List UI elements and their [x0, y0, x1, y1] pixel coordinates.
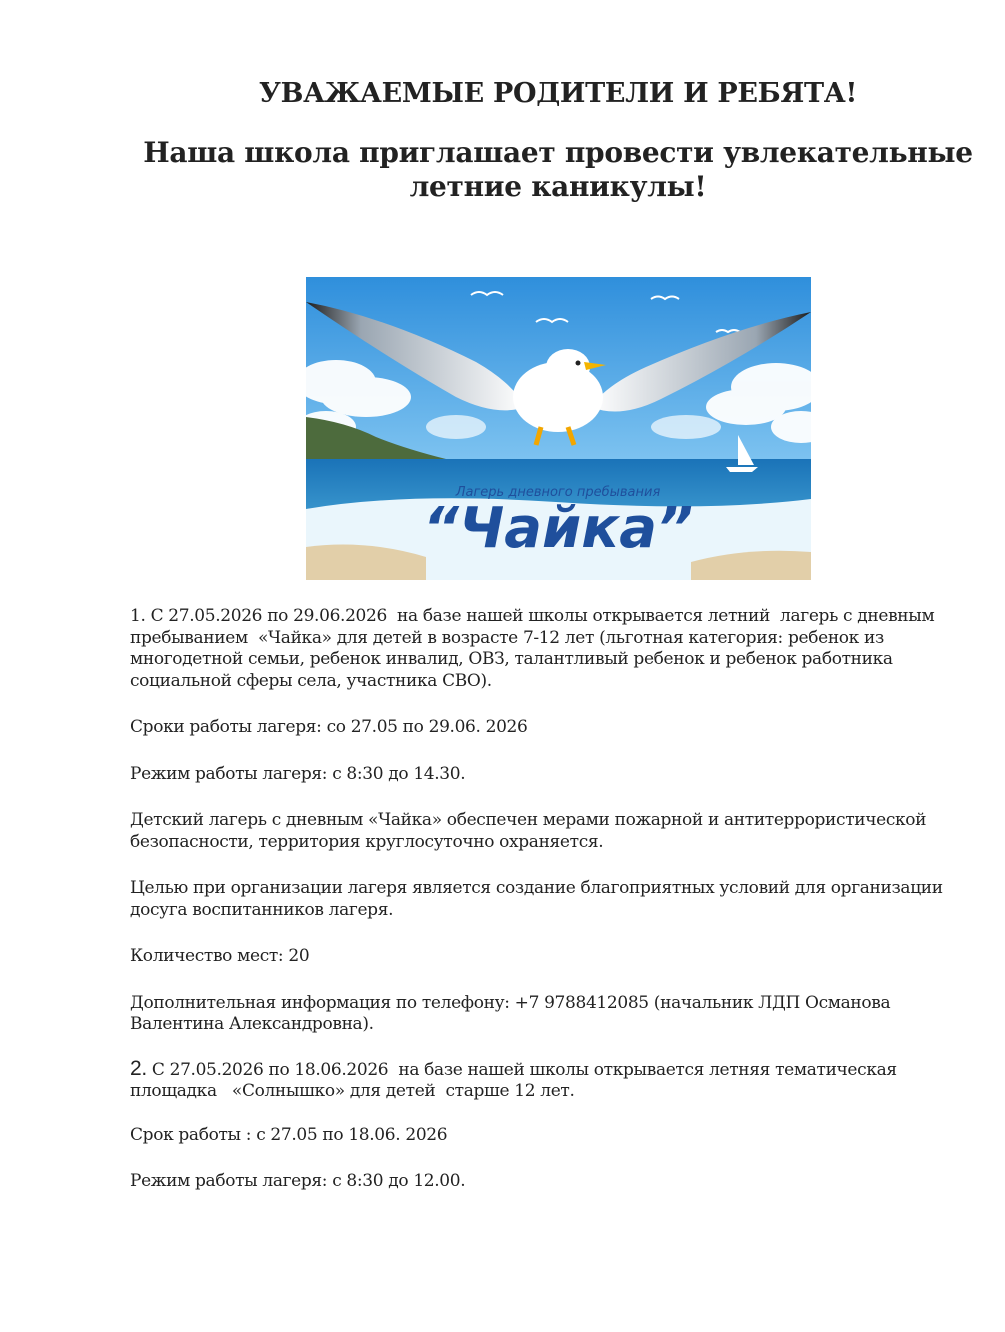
page-title: УВАЖАЕМЫЕ РОДИТЕЛИ И РЕБЯТА! — [258, 78, 858, 109]
camp1-intro — [130, 606, 980, 692]
camp-banner-image — [306, 277, 811, 580]
camp1-goal: Целью при организации лагеря является создание благоприятных условий для организации досуга воспитанников лагеря. — [130, 878, 948, 920]
camp1-hours: Режим работы лагеря: с 8:30 до 14.30. — [130, 763, 466, 784]
camp1-safety: Детский лагерь с дневным «Чайка» обеспечен мерами пожарной и антитеррористической безопасности, территория круглосуточно охраняется. — [130, 810, 932, 852]
camp2-intro-text: С 27.05.2026 по 18.06.2026 на базе нашей школы открывается летняя тематическая площадка «Солнышко» для детей старше 12 лет. — [130, 1059, 902, 1101]
banner-title: “Чайка” — [422, 496, 694, 561]
camp2-dates: Срок работы : с 27.05 по 18.06. 2026 — [130, 1124, 448, 1145]
camp2-intro — [130, 1058, 980, 1103]
camp1-dates: Сроки работы лагеря: со 27.05 по 29.06. 2026 — [130, 717, 528, 737]
camp1-places: Количество мест: 20 — [130, 946, 310, 966]
banner-caption: Лагерь дневного пребывания — [455, 485, 661, 500]
camp1-contact: Дополнительная информация по телефону: +7 9788412085 (начальник ЛДП Османова Валентина Александровна). — [130, 992, 896, 1034]
document-body — [130, 606, 980, 1193]
camp1-intro-text: С 27.05.2026 по 29.06.2026 на базе нашей школы открывается летний лагерь с дневным пребыванием «Чайка» для детей в возрасте 7-12 лет (льготная категория: ребенок из многодетной семьи, ребенок инвалид, ОВЗ, талантливый ребенок и ребенок работника социальной сферы села, участника СВО). — [130, 606, 940, 691]
camp2-number: 2. — [130, 1056, 147, 1080]
camp1-number: 1. — [130, 606, 146, 626]
page-subtitle: Наша школа приглашает провести увлекательные летние каникулы! — [143, 136, 973, 203]
camp2-hours: Режим работы лагеря: с 8:30 до 12.00. — [130, 1171, 466, 1191]
